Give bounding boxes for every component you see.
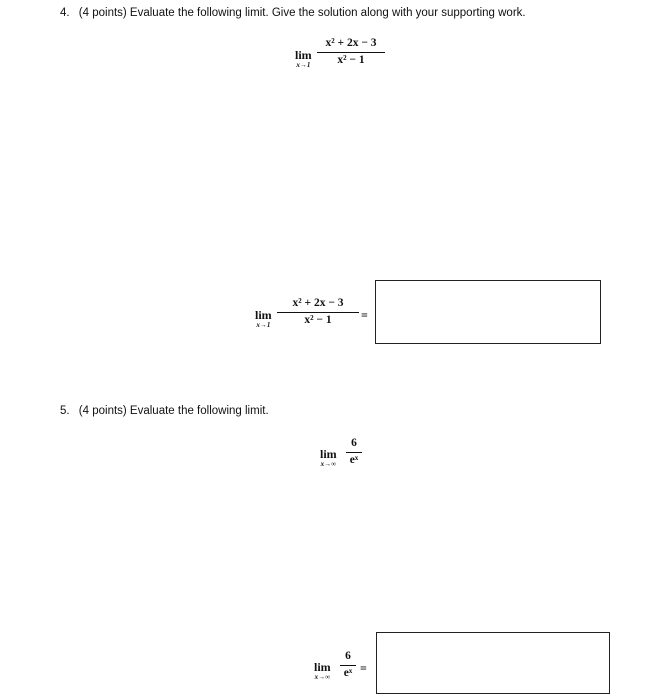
limit-fraction (340, 651, 356, 679)
lim-word: lim (295, 48, 312, 62)
limit-fraction (277, 298, 359, 326)
fraction-denominator: x² − 1 (337, 53, 365, 66)
equals-sign: = (360, 661, 367, 675)
question-5-prompt (60, 405, 269, 417)
limit-fraction (317, 38, 385, 66)
question-5-number: 5. (60, 405, 70, 417)
fraction-bar (317, 52, 385, 53)
fraction-numerator: 6 (351, 437, 357, 449)
lim-subscript: x→∞ (320, 460, 337, 468)
lim-word: lim (320, 447, 337, 461)
limit-operator (295, 49, 312, 69)
lim-word: lim (255, 308, 272, 322)
fraction-bar (346, 452, 362, 453)
fraction-denominator: eˣ (349, 453, 359, 466)
fraction-bar (277, 312, 359, 313)
question-4-answer-equation (255, 298, 375, 332)
lim-subscript: x→∞ (314, 673, 331, 681)
question-4-text: (4 points) Evaluate the following limit. Give the solution along with your supporting work. (78, 7, 526, 19)
question-5-text: (4 points) Evaluate the following limit. (78, 405, 269, 417)
question-4-limit-expression (295, 38, 395, 72)
lim-subscript: x→1 (256, 321, 271, 329)
lim-word: lim (314, 660, 331, 674)
limit-fraction (346, 438, 362, 466)
question-4-answer-box[interactable] (375, 280, 601, 344)
limit-operator (255, 309, 272, 329)
fraction-denominator: eˣ (343, 666, 353, 679)
lim-subscript: x→1 (296, 61, 311, 69)
question-5-answer-equation (314, 651, 378, 685)
limit-operator (320, 448, 337, 468)
question-5-answer-box[interactable] (376, 632, 610, 694)
question-4-prompt (60, 7, 526, 19)
equals-sign: = (361, 308, 368, 322)
fraction-numerator: 6 (345, 650, 351, 662)
fraction-numerator: x² + 2x − 3 (325, 37, 377, 49)
fraction-numerator: x² + 2x − 3 (292, 297, 344, 309)
fraction-bar (340, 665, 356, 666)
question-5-limit-expression (320, 438, 370, 472)
limit-operator (314, 661, 331, 681)
fraction-denominator: x² − 1 (304, 313, 332, 326)
question-4-number: 4. (60, 7, 70, 19)
